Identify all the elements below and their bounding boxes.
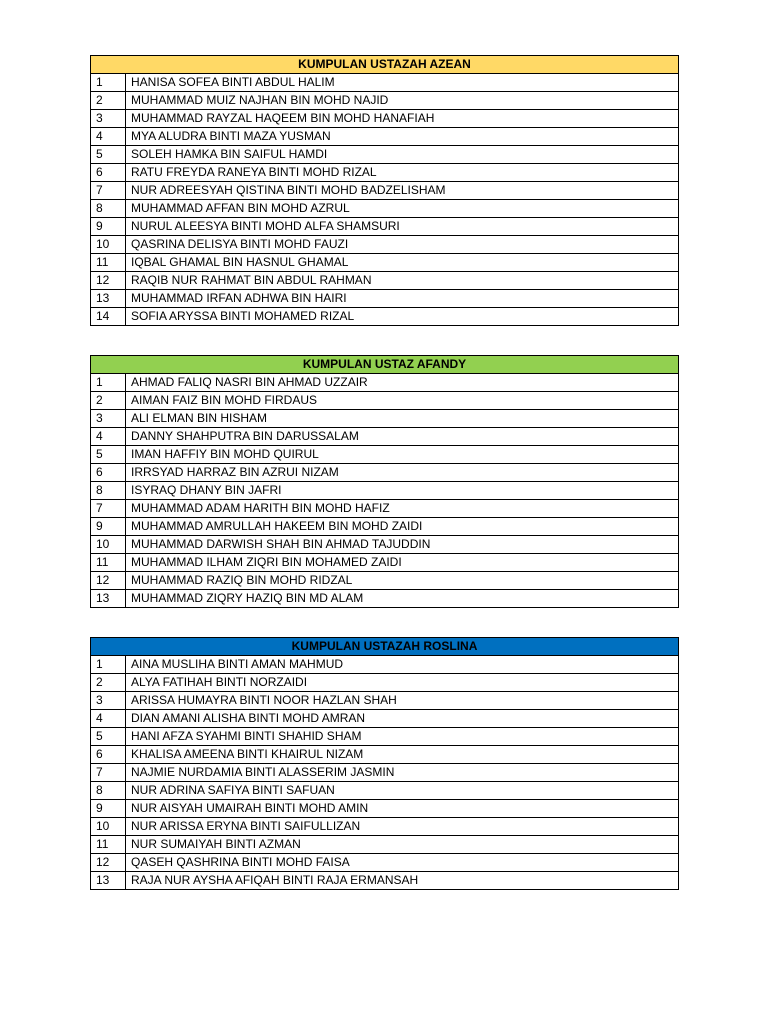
row-number: 9 [91, 518, 126, 536]
table-row [91, 656, 679, 674]
table-row [91, 290, 679, 308]
table-row [91, 500, 679, 518]
row-number: 2 [91, 92, 126, 110]
table-row [91, 482, 679, 500]
table-row [91, 854, 679, 872]
row-number: 5 [91, 728, 126, 746]
table-row [91, 800, 679, 818]
student-name: KHALISA AMEENA BINTI KHAIRUL NIZAM [126, 746, 679, 764]
student-name: NURUL ALEESYA BINTI MOHD ALFA SHAMSURI [126, 218, 679, 236]
table-row [91, 92, 679, 110]
student-name: MUHAMMAD ADAM HARITH BIN MOHD HAFIZ [126, 500, 679, 518]
row-number: 7 [91, 182, 126, 200]
table-row [91, 110, 679, 128]
student-name: HANISA SOFEA BINTI ABDUL HALIM [126, 74, 679, 92]
table-row [91, 536, 679, 554]
row-number: 8 [91, 482, 126, 500]
student-name: IMAN HAFFIY BIN MOHD QUIRUL [126, 446, 679, 464]
student-name: NUR AISYAH UMAIRAH BINTI MOHD AMIN [126, 800, 679, 818]
table-row [91, 374, 679, 392]
student-name: IQBAL GHAMAL BIN HASNUL GHAMAL [126, 254, 679, 272]
table-row [91, 410, 679, 428]
student-name: NAJMIE NURDAMIA BINTI ALASSERIM JASMIN [126, 764, 679, 782]
student-name: DIAN AMANI ALISHA BINTI MOHD AMRAN [126, 710, 679, 728]
row-number: 9 [91, 218, 126, 236]
table-row [91, 272, 679, 290]
row-number: 12 [91, 272, 126, 290]
student-name: NUR ADRINA SAFIYA BINTI SAFUAN [126, 782, 679, 800]
student-table [90, 355, 679, 608]
student-name: MUHAMMAD RAYZAL HAQEEM BIN MOHD HANAFIAH [126, 110, 679, 128]
student-name: ISYRAQ DHANY BIN JAFRI [126, 482, 679, 500]
table-row [91, 428, 679, 446]
table-row [91, 590, 679, 608]
row-number: 3 [91, 410, 126, 428]
student-name: AINA MUSLIHA BINTI AMAN MAHMUD [126, 656, 679, 674]
table-row [91, 164, 679, 182]
table-row [91, 836, 679, 854]
table-row [91, 254, 679, 272]
row-number: 11 [91, 836, 126, 854]
student-name: MYA ALUDRA BINTI MAZA YUSMAN [126, 128, 679, 146]
student-table [90, 55, 679, 326]
student-name: NUR SUMAIYAH BINTI AZMAN [126, 836, 679, 854]
row-number: 10 [91, 536, 126, 554]
table-row [91, 146, 679, 164]
row-number: 10 [91, 818, 126, 836]
student-name: MUHAMMAD ZIQRY HAZIQ BIN MD ALAM [126, 590, 679, 608]
row-number: 13 [91, 872, 126, 890]
row-number: 6 [91, 746, 126, 764]
table-row [91, 872, 679, 890]
row-number: 3 [91, 110, 126, 128]
group-title: KUMPULAN USTAZAH ROSLINA [91, 638, 679, 656]
table-row [91, 782, 679, 800]
student-name: MUHAMMAD DARWISH SHAH BIN AHMAD TAJUDDIN [126, 536, 679, 554]
table-row [91, 218, 679, 236]
table-header-row [91, 356, 679, 374]
row-number: 1 [91, 374, 126, 392]
student-table [90, 637, 679, 890]
table-row [91, 74, 679, 92]
table-row [91, 182, 679, 200]
table-row [91, 728, 679, 746]
student-name: NUR ARISSA ERYNA BINTI SAIFULLIZAN [126, 818, 679, 836]
row-number: 13 [91, 290, 126, 308]
student-name: MUHAMMAD MUIZ NAJHAN BIN MOHD NAJID [126, 92, 679, 110]
row-number: 11 [91, 254, 126, 272]
row-number: 5 [91, 146, 126, 164]
row-number: 6 [91, 164, 126, 182]
row-number: 4 [91, 710, 126, 728]
student-name: ALYA FATIHAH BINTI NORZAIDI [126, 674, 679, 692]
table-row [91, 200, 679, 218]
student-name: ARISSA HUMAYRA BINTI NOOR HAZLAN SHAH [126, 692, 679, 710]
table-header-row [91, 638, 679, 656]
row-number: 7 [91, 500, 126, 518]
row-number: 8 [91, 200, 126, 218]
row-number: 5 [91, 446, 126, 464]
row-number: 10 [91, 236, 126, 254]
table-row [91, 128, 679, 146]
row-number: 12 [91, 572, 126, 590]
row-number: 1 [91, 656, 126, 674]
student-name: RAQIB NUR RAHMAT BIN ABDUL RAHMAN [126, 272, 679, 290]
table-row [91, 446, 679, 464]
table-row [91, 692, 679, 710]
table-row [91, 572, 679, 590]
table-row [91, 710, 679, 728]
table-row [91, 518, 679, 536]
group-title: KUMPULAN USTAZAH AZEAN [91, 56, 679, 74]
row-number: 6 [91, 464, 126, 482]
student-name: AHMAD FALIQ NASRI BIN AHMAD UZZAIR [126, 374, 679, 392]
student-name: AIMAN FAIZ BIN MOHD FIRDAUS [126, 392, 679, 410]
student-name: QASRINA DELISYA BINTI MOHD FAUZI [126, 236, 679, 254]
table-row [91, 746, 679, 764]
student-name: RATU FREYDA RANEYA BINTI MOHD RIZAL [126, 164, 679, 182]
student-name: NUR ADREESYAH QISTINA BINTI MOHD BADZELISHAM [126, 182, 679, 200]
group-table-afandy [90, 355, 678, 608]
student-name: MUHAMMAD IRFAN ADHWA BIN HAIRI [126, 290, 679, 308]
student-name: MUHAMMAD AMRULLAH HAKEEM BIN MOHD ZAIDI [126, 518, 679, 536]
student-name: MUHAMMAD AFFAN BIN MOHD AZRUL [126, 200, 679, 218]
row-number: 7 [91, 764, 126, 782]
table-row [91, 308, 679, 326]
table-row [91, 674, 679, 692]
group-table-roslina [90, 637, 678, 890]
table-row [91, 392, 679, 410]
row-number: 11 [91, 554, 126, 572]
table-header-row [91, 56, 679, 74]
row-number: 3 [91, 692, 126, 710]
group-title: KUMPULAN USTAZ AFANDY [91, 356, 679, 374]
row-number: 4 [91, 428, 126, 446]
student-name: QASEH QASHRINA BINTI MOHD FAISA [126, 854, 679, 872]
table-row [91, 818, 679, 836]
table-row [91, 236, 679, 254]
row-number: 4 [91, 128, 126, 146]
row-number: 8 [91, 782, 126, 800]
student-name: IRRSYAD HARRAZ BIN AZRUI NIZAM [126, 464, 679, 482]
group-table-azean [90, 55, 678, 326]
table-row [91, 764, 679, 782]
table-row [91, 554, 679, 572]
row-number: 9 [91, 800, 126, 818]
table-row [91, 464, 679, 482]
student-name: DANNY SHAHPUTRA BIN DARUSSALAM [126, 428, 679, 446]
row-number: 13 [91, 590, 126, 608]
student-name: ALI ELMAN BIN HISHAM [126, 410, 679, 428]
student-name: HANI AFZA SYAHMI BINTI SHAHID SHAM [126, 728, 679, 746]
row-number: 2 [91, 674, 126, 692]
student-name: SOFIA ARYSSA BINTI MOHAMED RIZAL [126, 308, 679, 326]
row-number: 2 [91, 392, 126, 410]
student-name: RAJA NUR AYSHA AFIQAH BINTI RAJA ERMANSAH [126, 872, 679, 890]
row-number: 12 [91, 854, 126, 872]
student-name: SOLEH HAMKA BIN SAIFUL HAMDI [126, 146, 679, 164]
row-number: 1 [91, 74, 126, 92]
student-name: MUHAMMAD ILHAM ZIQRI BIN MOHAMED ZAIDI [126, 554, 679, 572]
student-name: MUHAMMAD RAZIQ BIN MOHD RIDZAL [126, 572, 679, 590]
row-number: 14 [91, 308, 126, 326]
